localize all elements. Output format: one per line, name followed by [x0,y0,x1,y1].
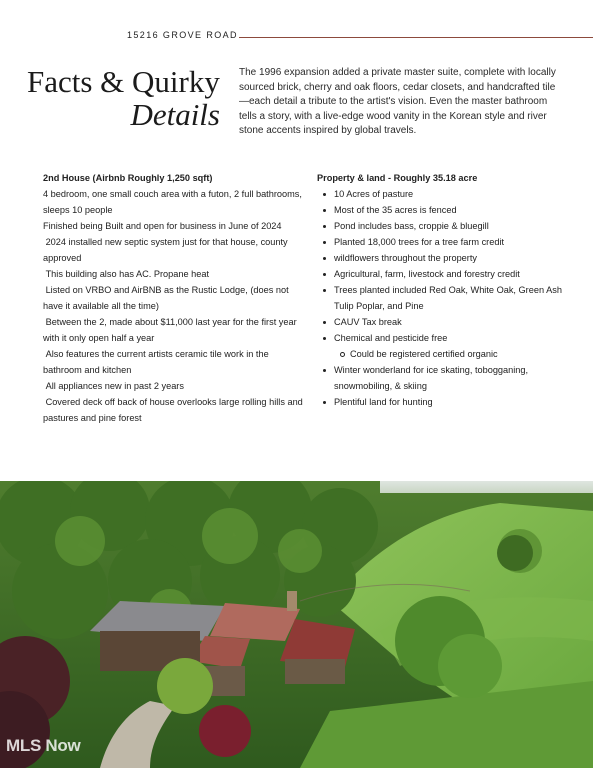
airbnb-detail-line: Covered deck off back of house overlooks large rolling hills and pastures and pine forest [43,397,306,423]
property-bullet: Agricultural, farm, livestock and forestry credit [317,266,579,282]
header [0,30,593,46]
airbnb-detail-line: Between the 2, made about $11,000 last year for the first year with it only open half a year [43,317,300,343]
property-bullet: Trees planted included Red Oak, White Oak, Green Ash Tulip Poplar, and Pine [317,282,579,314]
airbnb-detail-line: This building also has AC. Propane heat [43,269,209,279]
property-bullet: Chemical and pesticide free [317,330,579,346]
intro-paragraph: The 1996 expansion added a private master suite, complete with locally sourced brick, cherry and oak floors, cedar closets, and handcrafted tile—each detail a tribute to the artist's vision. Even the master bathroom tells a story, with a live-edge wood vanity in the Korean style and river stone accents inspired by global travels. [239,67,556,137]
airbnb-detail-line: All appliances new in past 2 years [43,381,184,391]
property-land-heading: Property & land - Roughly 35.18 acre [317,173,478,183]
airbnb-house-section [43,170,306,426]
property-sub-bullet: Could be registered certified organic [317,346,579,362]
page-title-line1: Facts & Quirky [27,64,220,99]
aerial-property-photo [0,481,593,768]
property-land-list [317,186,579,410]
airbnb-detail-line: Also features the current artists ceramic tile work in the bathroom and kitchen [43,349,272,375]
airbnb-house-heading: 2nd House (Airbnb Roughly 1,250 sqft) [43,173,213,183]
property-bullet: 10 Acres of pasture [317,186,579,202]
header-rule [239,37,593,38]
airbnb-house-details [43,186,306,426]
property-bullet: wildflowers throughout the property [317,250,579,266]
page-title-line2: Details [130,97,220,132]
property-bullet: CAUV Tax break [317,314,579,330]
property-land-section [317,170,579,410]
property-address: 15216 GROVE ROAD [127,30,238,40]
property-bullet: Plentiful land for hunting [317,394,579,410]
airbnb-detail-line: 2024 installed new septic system just for that house, county approved [43,237,291,263]
airbnb-detail-line: Listed on VRBO and AirBNB as the Rustic Lodge, (does not have it available all the time) [43,285,292,311]
airbnb-detail-line: Finished being Built and open for business in June of 2024 [43,221,282,231]
airbnb-detail-line: 4 bedroom, one small couch area with a futon, 2 full bathrooms, sleeps 10 people [43,189,305,215]
mls-watermark: MLS Now [6,736,81,755]
property-bullet: Planted 18,000 trees for a tree farm credit [317,234,579,250]
property-bullet: Winter wonderland for ice skating, tobogganing, snowmobiling, & skiing [317,362,579,394]
property-bullet: Most of the 35 acres is fenced [317,202,579,218]
property-bullet: Pond includes bass, croppie & bluegill [317,218,579,234]
